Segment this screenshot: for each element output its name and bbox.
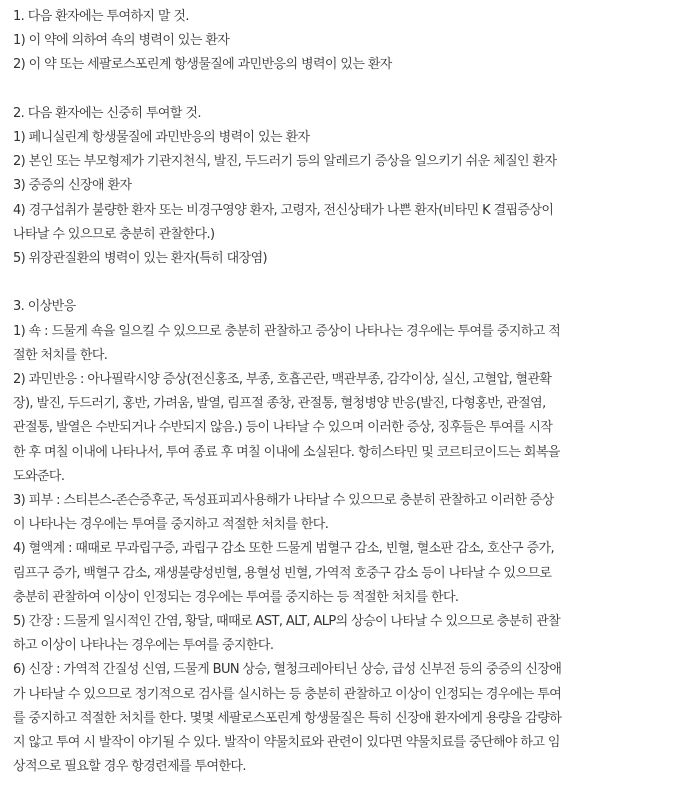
text-line: 를 중지하고 적절한 처치를 한다. 몇몇 세팔로스포린계 항생물질은 특히 신장애 환자에게 용량을 감량하: [13, 710, 562, 726]
text-line: 한 후 며칠 이내에 나타나서, 투여 종료 후 며칠 이내에 소실된다. 항히스타민 및 코르티코이드는 회복을: [13, 444, 560, 460]
text-line: 상적으로 필요할 경우 항경련제를 투여한다.: [13, 759, 246, 775]
section-3-heading: 3. 이상반응: [13, 299, 76, 315]
text-line: 충분히 관찰하여 이상이 인정되는 경우에는 투여를 중지하는 등 적절한 처치를 한다.: [13, 589, 459, 605]
text-line: 1) 페니실린계 항생물질에 과민반응의 병력이 있는 환자: [13, 130, 310, 145]
text-line: 2) 과민반응 : 아나필락시양 증상(전신홍조, 부종, 호흡곤란, 맥관부종, 감각이상, 실신, 고혈압, 혈관확: [13, 372, 552, 388]
text-line: 관절통, 발열은 수반되거나 수반되지 않음.) 등이 나타날 수 있으며 이러한 증상, 징후들은 투여를 시작: [13, 420, 553, 436]
text-line: 절한 처치를 한다.: [13, 347, 108, 363]
text-line: 5) 간장 : 드물게 일시적인 간염, 황달, 때때로 AST, ALT, ALP의 상승이 나타날 수 있으므로 충분히 관찰: [13, 614, 561, 630]
text-line: 3) 중증의 신장애 환자: [13, 178, 132, 194]
text-line: 하고 이상이 나타나는 경우에는 투여를 중지한다.: [13, 638, 274, 654]
text-line: 1) 이 약에 의하여 쇽의 병력이 있는 환자: [13, 33, 230, 49]
text-line: 4) 혈액계 : 때때로 무과립구증, 과립구 감소 또한 드물게 범혈구 감소, 빈혈, 혈소판 감소, 호산구 증가,: [13, 541, 554, 557]
text-line: 이 나타나는 경우에는 투여를 중지하고 적절한 처치를 한다.: [13, 517, 329, 533]
text-line: 장), 발진, 두드러기, 홍반, 가려움, 발열, 림프절 종창, 관절통, 혈청병양 반응(발진, 다형홍반, 관절염,: [13, 396, 546, 412]
text-line: 1) 쇽 : 드물게 쇽을 일으킬 수 있으므로 충분히 관찰하고 증상이 나타나는 경우에는 투여를 중지하고 적: [13, 323, 561, 339]
text-line: 4) 경구섭취가 불량한 환자 또는 비경구영양 환자, 고령자, 전신상태가 나쁜 환자(비타민 K 결핍증상이: [13, 202, 554, 218]
blank-line: [13, 78, 675, 102]
text-line: 6) 신장 : 가역적 간질성 신염, 드물게 BUN 상승, 혈청크레아티닌 상승, 급성 신부전 등의 중증의 신장애: [13, 662, 562, 678]
text-line: 2) 본인 또는 부모형제가 기관지천식, 발진, 두드러기 등의 알레르기 증상을 일으키기 쉬운 체질인 환자: [13, 154, 557, 170]
section-2-heading: 2. 다음 환자에는 신중히 투여할 것.: [13, 105, 201, 121]
blank-line: [13, 271, 675, 295]
text-line: 가 나타날 수 있으므로 정기적으로 검사를 실시하는 등 충분히 관찰하고 이상이 인정되는 경우에는 투여: [13, 686, 562, 702]
text-line: 2) 이 약 또는 세팔로스포린계 항생물질에 과민반응의 병력이 있는 환자: [13, 57, 392, 73]
text-line: 림프구 증가, 백혈구 감소, 재생불량성빈혈, 용혈성 빈혈, 가역적 호중구 감소 등이 나타날 수 있으므로: [13, 565, 552, 581]
text-line: 5) 위장관질환의 병력이 있는 환자(특히 대장염): [13, 251, 267, 267]
text-line: 3) 피부 : 스티븐스-존슨증후군, 독성표피괴사용해가 나타날 수 있으므로 충분히 관찰하고 이러한 증상: [13, 493, 554, 509]
text-line: 나타날 수 있으므로 충분히 관찰한다.): [13, 226, 215, 242]
text-line: 지 않고 투여 시 발작이 야기될 수 있다. 발작이 약물치료와 관련이 있다면 약물치료를 중단해야 하고 임: [13, 735, 560, 751]
text-line: 도와준다.: [13, 468, 65, 484]
section-1-heading: 1. 다음 환자에는 투여하지 말 것.: [13, 9, 189, 24]
